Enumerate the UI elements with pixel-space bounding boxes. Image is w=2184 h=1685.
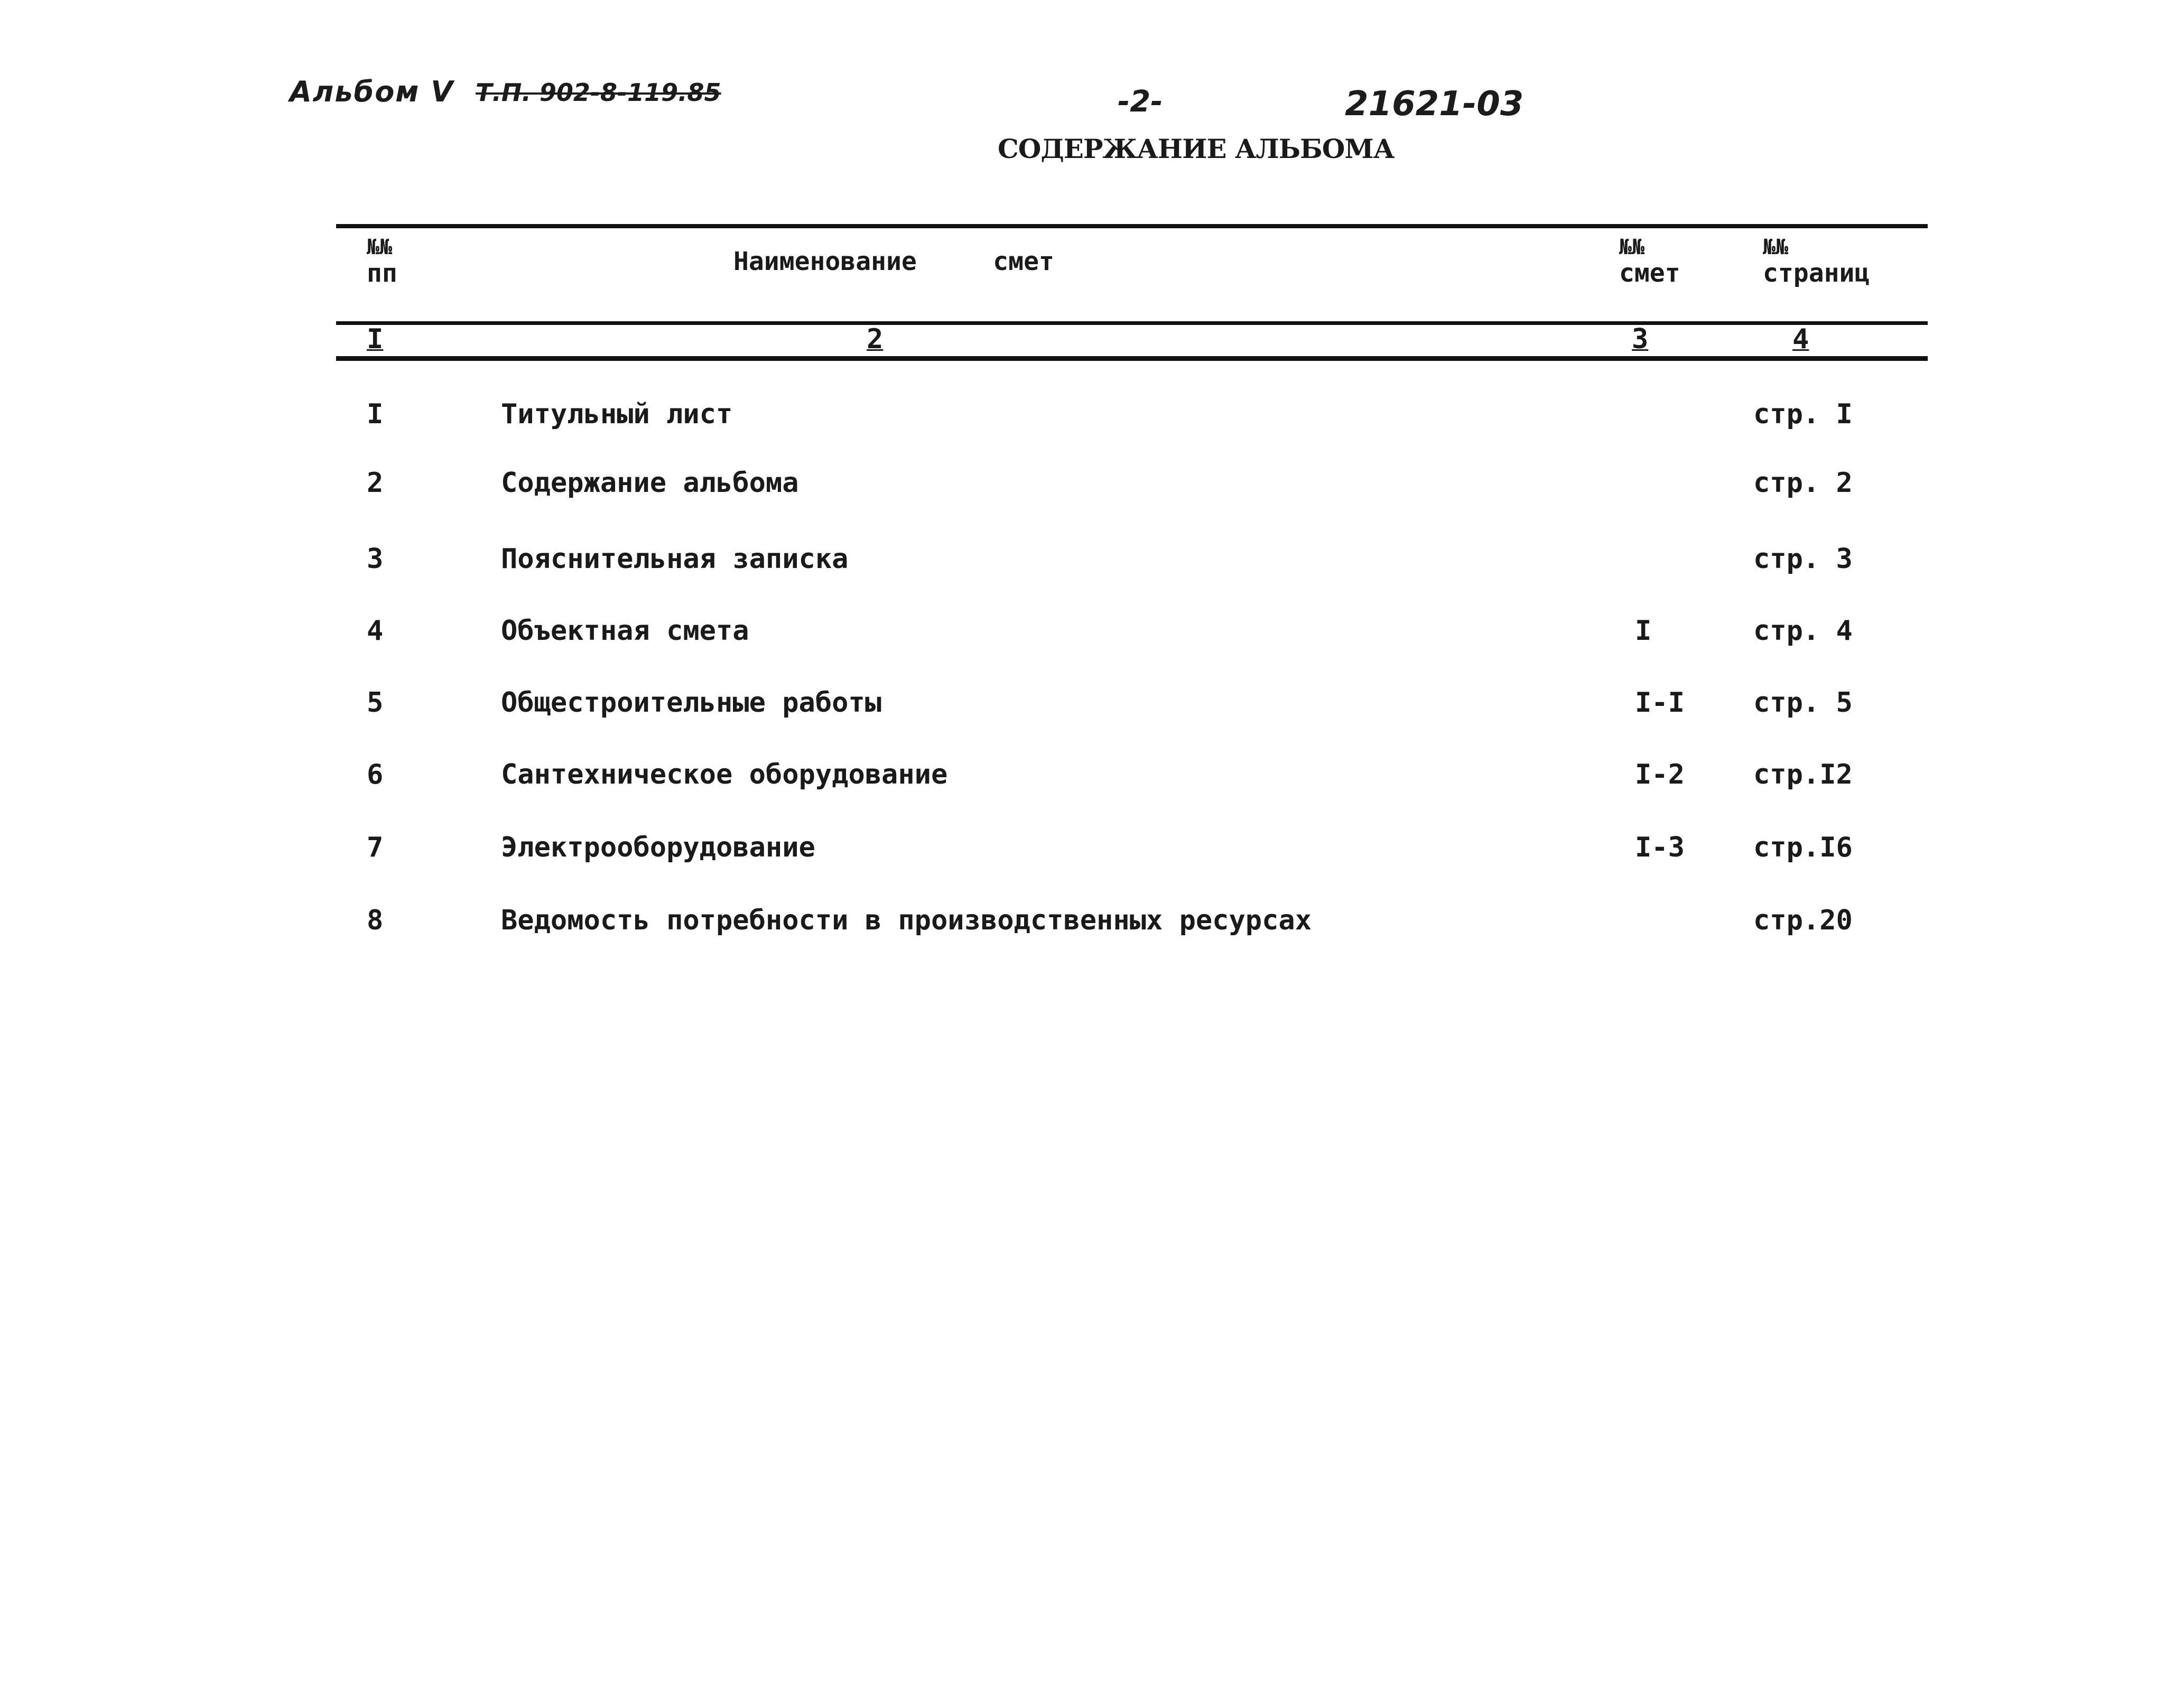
header-col-index [367, 236, 397, 287]
row-page: стр. 4 [1753, 615, 1853, 647]
row-page: стр.I6 [1753, 832, 1853, 863]
row-page: стр. I [1753, 398, 1853, 430]
table-row [0, 615, 2184, 647]
header-col-code-label: смет [1619, 258, 1680, 288]
row-index: 2 [367, 467, 384, 499]
row-name: Общестроительные работы [501, 687, 882, 719]
row-index: 6 [367, 759, 384, 790]
table-row [0, 543, 2184, 575]
row-name: Сантехническое оборудование [501, 759, 948, 790]
row-name: Пояснительная записка [501, 543, 849, 575]
row-name: Электрооборудование [501, 832, 815, 863]
table-row [0, 398, 2184, 430]
album-mark: Альбом V [290, 75, 454, 108]
row-code: I [1635, 615, 1652, 647]
row-index: 3 [367, 543, 384, 575]
row-index: 7 [367, 832, 384, 863]
row-name: Ведомость потребности в производственных ресурсах [501, 905, 1312, 936]
row-index: 4 [367, 615, 384, 647]
row-page: стр. 3 [1753, 543, 1853, 575]
table-row [0, 467, 2184, 499]
row-name: Содержание альбома [501, 467, 799, 499]
row-name: Объектная смета [501, 615, 749, 647]
row-code: I-3 [1635, 832, 1685, 863]
column-number: 3 [1632, 323, 1649, 355]
header-col-page-label: страниц [1763, 258, 1870, 288]
row-page: стр. 5 [1753, 687, 1853, 719]
project-code: Т.П. 902-8-119.85 [476, 78, 721, 107]
row-index: 8 [367, 905, 384, 936]
column-number: I [367, 323, 384, 355]
row-page: стр.I2 [1753, 759, 1853, 790]
row-index: I [367, 398, 384, 430]
column-number: 4 [1792, 323, 1809, 355]
table-header-rule [336, 321, 1928, 325]
number-sign: №№ [1763, 235, 1789, 259]
number-sign: №№ [1619, 235, 1645, 259]
row-code: I-I [1635, 687, 1685, 719]
table-row [0, 832, 2184, 863]
document-number: 21621-03 [1345, 85, 1524, 124]
page-number: -2- [1118, 85, 1163, 119]
header-col-name: Наименование смет [733, 247, 1054, 276]
header-col-page [1763, 236, 1870, 287]
document-title: СОДЕРЖАНИЕ АЛЬБОМА [998, 133, 1395, 164]
row-name: Титульный лист [501, 398, 733, 430]
row-page: стр. 2 [1753, 467, 1853, 499]
row-index: 5 [367, 687, 384, 719]
header-col-index-label: пп [367, 258, 397, 288]
table-row [0, 905, 2184, 936]
row-page: стр.20 [1753, 905, 1853, 936]
row-code: I-2 [1635, 759, 1685, 790]
header-col-code [1619, 236, 1680, 287]
table-row [0, 759, 2184, 790]
table-top-rule [336, 224, 1928, 228]
number-sign: №№ [367, 235, 393, 259]
table-numbering-rule [336, 356, 1928, 361]
table-row [0, 687, 2184, 719]
column-number: 2 [867, 323, 884, 355]
